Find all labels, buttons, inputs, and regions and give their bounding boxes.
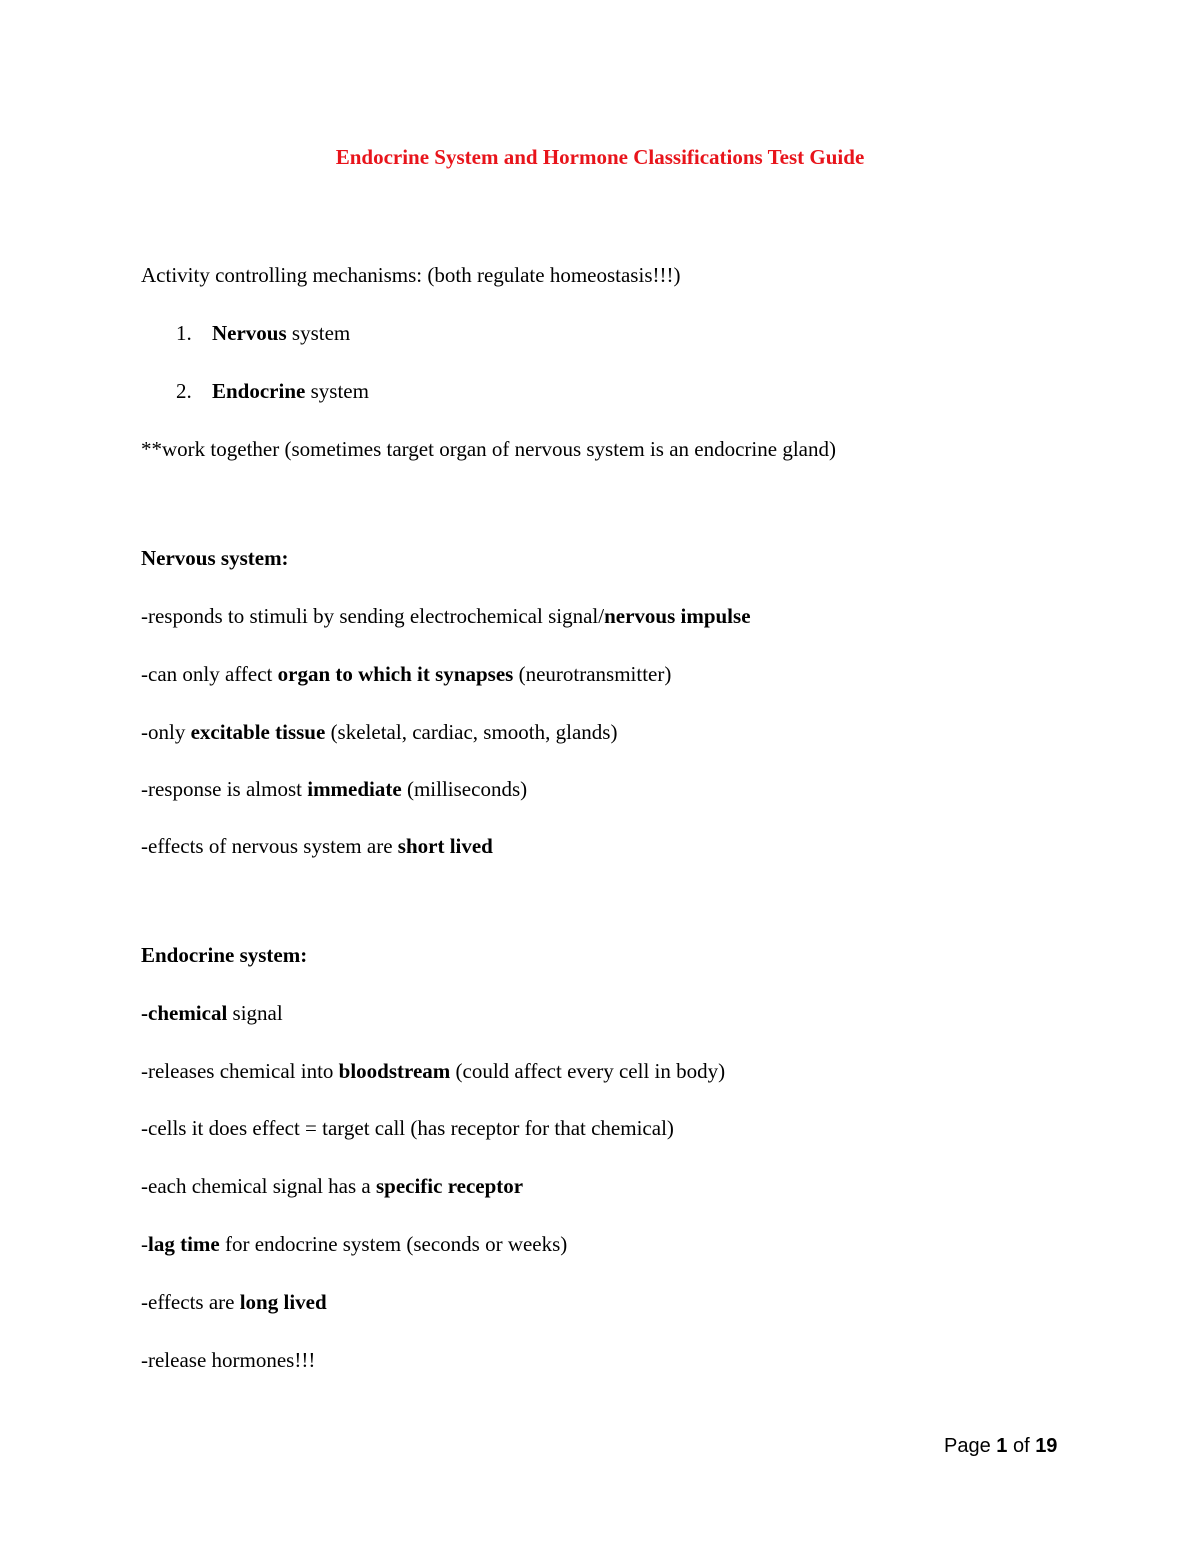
text-segment: signal [227,1001,283,1025]
bold-segment: bloodstream [338,1059,451,1083]
endocrine-line-5 [141,1232,567,1256]
endocrine-line-1 [141,1001,283,1025]
bold-segment: -chemical [141,1001,228,1025]
list-number: 1. [176,321,192,345]
bold-segment: immediate [307,777,402,801]
bold-segment: lag time [148,1232,220,1256]
section-heading: Nervous system: [141,546,289,570]
text-segment: -responds to stimuli by sending electrochemical signal/ [141,604,605,628]
text-segment: for endocrine system (seconds or weeks) [219,1232,568,1256]
list-item-endocrine [176,379,369,403]
text-segment: (could affect every cell in body) [450,1059,726,1083]
text-segment: -can only affect [141,662,278,686]
endocrine-line-4 [141,1174,523,1198]
text-segment: (milliseconds) [401,777,528,801]
list-rest: system [305,379,369,403]
nervous-line-5 [141,834,493,858]
nervous-line-4 [141,777,527,801]
intro-line: Activity controlling mechanisms: (both regulate homeostasis!!!) [141,263,681,287]
of-word: of [1007,1435,1036,1457]
text-segment: -release hormones!!! [141,1348,316,1372]
page-number: 1 [996,1435,1008,1457]
list-bold: Endocrine [212,379,306,403]
text-segment: -effects of nervous system are [141,834,398,858]
note-line: **work together (sometimes target organ of nervous system is an endocrine gland) [141,437,836,461]
nervous-heading [141,546,289,570]
list-number: 2. [176,379,192,403]
page-footer [944,1434,1057,1458]
bold-segment: specific receptor [375,1174,524,1198]
page-word: Page [944,1435,997,1457]
endocrine-line-7 [141,1348,315,1372]
section-heading: Endocrine system: [141,943,308,967]
bold-segment: short lived [397,834,493,858]
text-segment: -only [141,720,191,744]
text-segment: -releases chemical into [141,1059,339,1083]
text-segment: -each chemical signal has a [141,1174,376,1198]
text-segment: (skeletal, cardiac, smooth, glands) [325,720,618,744]
bold-segment: excitable tissue [190,720,326,744]
nervous-line-1 [141,604,751,628]
text-segment: (neurotransmitter) [513,662,672,686]
list-item-nervous [176,321,350,345]
endocrine-heading [141,943,307,967]
text-segment: -cells it does effect = target call (has receptor for that chemical) [141,1116,674,1140]
list-rest: system [286,321,351,345]
text-segment: -effects are [141,1290,240,1314]
page-total: 19 [1035,1435,1058,1457]
list-bold: Nervous [212,321,287,345]
bold-segment: long lived [239,1290,327,1314]
nervous-line-2 [141,662,671,686]
bold-segment: organ to which it synapses [277,662,514,686]
text-segment: - [141,1232,148,1256]
nervous-line-3 [141,720,617,744]
document-title: Endocrine System and Hormone Classifications Test Guide [335,145,865,169]
endocrine-line-3 [141,1116,674,1140]
text-segment: -response is almost [141,777,308,801]
bold-segment: nervous impulse [604,604,751,628]
endocrine-line-6 [141,1290,327,1314]
endocrine-line-2 [141,1059,725,1083]
